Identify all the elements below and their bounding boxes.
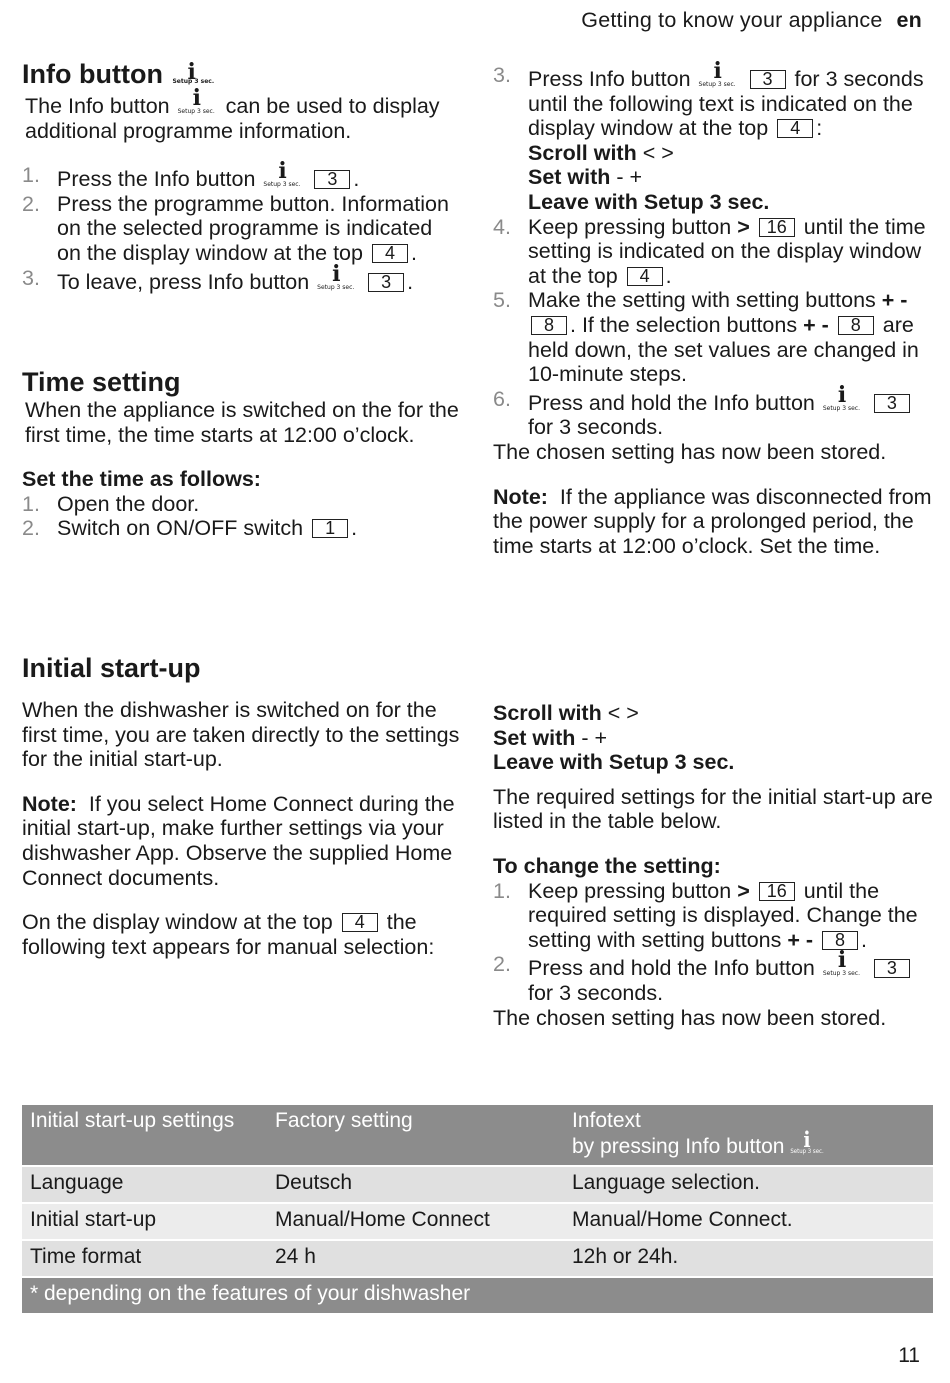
table-row	[22, 1240, 933, 1277]
page-number: 11	[898, 1344, 920, 1367]
list-item: 1. Open the door.	[22, 491, 200, 516]
key-box: 3	[750, 70, 786, 89]
initial-startup-settings-table	[22, 1105, 933, 1313]
info-icon: i Setup 3 sec.	[317, 260, 355, 291]
table-cell: Time format	[22, 1240, 267, 1277]
time-setting-stored: The chosen setting has now been stored.	[493, 439, 887, 464]
header-title: Getting to know your appliance	[581, 8, 883, 32]
info-button-section	[22, 58, 462, 294]
time-setting-note: Note: If the appliance was disconnected from the power supply for a prolonged period, the time starts at 12:00 o’clock. Set the time.	[493, 484, 932, 558]
table-cell: Manual/Home Connect	[267, 1203, 564, 1240]
key-box: 16	[759, 882, 795, 901]
key-box: 8	[531, 316, 567, 335]
initial-startup-section	[22, 652, 462, 959]
list-item: 4. Keep pressing button > 16 until the time setting is indicated on the display window at the top 4 .	[493, 214, 926, 288]
column-header: Factory setting	[267, 1105, 564, 1166]
column-header: Initial start-up settings	[22, 1105, 267, 1166]
key-box: 4	[372, 244, 408, 263]
time-setting-section	[22, 366, 462, 541]
initial-startup-intro: When the dishwasher is switched on for the first time, you are taken directly to the settings for the initial start-up.	[22, 698, 460, 772]
info-icon: i Setup 3 sec.	[698, 58, 736, 88]
table-cell: Language selection.	[564, 1166, 933, 1203]
key-box: 3	[874, 394, 910, 413]
key-box: 8	[822, 931, 858, 950]
list-item: 6. Press and hold the Info button i Setup 3 sec. 3 for 3 seconds.	[493, 387, 933, 440]
key-box: 3	[874, 959, 910, 978]
table-cell: 12h or 24h.	[564, 1240, 933, 1277]
initial-startup-heading: Initial start-up	[22, 653, 201, 683]
initial-startup-continued	[493, 701, 933, 1030]
info-icon: i Setup 3 sec.	[790, 1127, 824, 1155]
info-button-intro: The Info button i Setup 3 sec. can be used to display additional programme information.	[25, 85, 440, 143]
table-footnote: * depending on the features of your dishwasher	[22, 1277, 933, 1313]
initial-startup-display-text: On the display window at the top 4 the following text appears for manual selection:	[22, 910, 435, 959]
table-cell: 24 h	[267, 1240, 564, 1277]
key-box: 1	[312, 519, 348, 538]
list-item: 2. Switch on ON/OFF switch 1 .	[22, 516, 358, 541]
table-cell: Deutsch	[267, 1166, 564, 1203]
time-setting-steps	[22, 492, 462, 541]
table-cell: Initial start-up	[22, 1203, 267, 1240]
list-item: 5. Make the setting with setting buttons + - 8 . If the selection buttons + - 8 are held down, the set values are changed in 10-minute steps.	[493, 288, 919, 387]
initial-startup-note: Note: If you select Home Connect during the initial start-up, make further settings via your dishwasher App. Observe the supplied Home Connect documents.	[22, 791, 455, 890]
page-header	[581, 8, 922, 33]
change-setting-heading: To change the setting:	[493, 853, 721, 878]
column-header: Infotext by pressing Info button i Setup 3 sec.	[564, 1105, 933, 1166]
time-setting-steps-continued	[493, 58, 933, 440]
language-code: en	[896, 8, 922, 32]
time-setting-subheading: Set the time as follows:	[22, 467, 261, 492]
time-setting-continued	[493, 58, 933, 558]
list-item: 3. To leave, press Info button i Setup 3 sec. 3 .	[22, 260, 414, 294]
key-box: 4	[777, 119, 813, 138]
info-icon: i Setup 3 sec.	[822, 947, 860, 978]
table-cell: Language	[22, 1166, 267, 1203]
table-row	[22, 1166, 933, 1203]
info-button-steps	[22, 158, 462, 294]
info-icon: i Setup 3 sec.	[172, 59, 215, 85]
key-box: 4	[342, 913, 378, 932]
info-icon: i Setup 3 sec.	[263, 158, 301, 189]
list-item: 3. Press Info button i Setup 3 sec. 3 for 3 seconds until the following text is indicated on the display window at the top 4 : Scroll with < > Set with - + Leave with Setup 3 sec.	[493, 58, 924, 214]
list-item: 2. Press the programme button. Information on the selected programme is indicated on the display window at the top 4 .	[22, 191, 449, 265]
key-box: 3	[314, 170, 350, 189]
key-box: 16	[759, 218, 795, 237]
key-box: 8	[838, 316, 874, 335]
key-box: 4	[627, 267, 663, 286]
change-setting-steps	[493, 879, 933, 1006]
list-item: 1. Keep pressing button > 16 until the required setting is displayed. Change the setting with setting buttons + - 8 .	[493, 878, 918, 952]
info-button-heading: Info button i Setup 3 sec.	[22, 58, 462, 90]
table-footnote-row	[22, 1277, 933, 1313]
required-settings-text: The required settings for the initial start-up are listed in the table below.	[493, 784, 933, 834]
list-item: 1. Press the Info button i Setup 3 sec. 3 .	[22, 158, 360, 192]
display-commands: Scroll with < > Set with - + Leave with Setup 3 sec.	[493, 701, 735, 775]
info-icon: i Setup 3 sec.	[822, 381, 860, 412]
list-item: 2. Press and hold the Info button i Setup 3 sec. 3 for 3 seconds.	[493, 952, 933, 1005]
time-setting-intro: When the appliance is switched on the for the first time, the time starts at 12:00 o’clock.	[25, 398, 459, 447]
table-cell: Manual/Home Connect.	[564, 1203, 933, 1240]
info-icon: i Setup 3 sec.	[177, 85, 215, 115]
table-row	[22, 1203, 933, 1240]
initial-startup-stored: The chosen setting has now been stored.	[493, 1005, 887, 1030]
table-header-row	[22, 1105, 933, 1166]
time-setting-heading: Time setting	[22, 367, 181, 397]
key-box: 3	[368, 273, 404, 292]
